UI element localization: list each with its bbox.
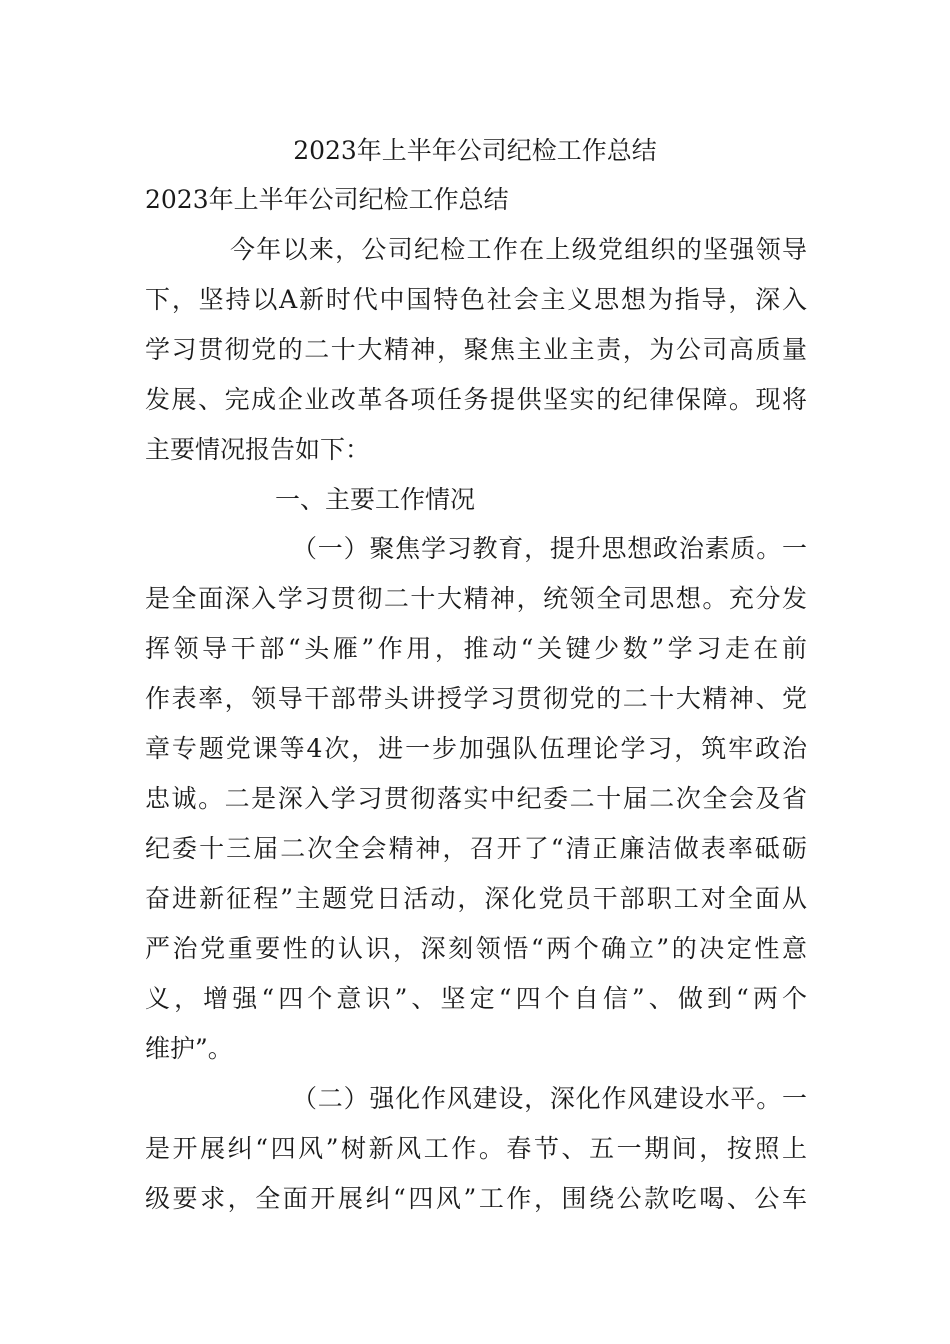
part1-line: 奋进新征程”主题党日活动，深化党员干部职工对全面从 <box>145 884 807 913</box>
section-heading: 一、主要工作情况 <box>275 485 476 514</box>
document-title: 2023年上半年公司纪检工作总结 <box>293 136 657 165</box>
part2-line: 是开展纠“四风”树新风工作。春节、五一期间，按照上 <box>145 1134 807 1163</box>
part2-line: （二）强化作风建设，深化作风建设水平。一 <box>292 1084 807 1113</box>
intro-line: 今年以来，公司纪检工作在上级党组织的坚强领导 <box>230 235 807 264</box>
part1-line: 章专题党课等4次，进一步加强队伍理论学习，筑牢政治 <box>145 734 807 763</box>
part1-line: 挥领导干部“头雁”作用，推动“关键少数”学习走在前 <box>145 634 807 663</box>
intro-line: 下，坚持以A新时代中国特色社会主义思想为指导，深入 <box>145 285 807 314</box>
intro-line: 发展、完成企业改革各项任务提供坚实的纪律保障。现将 <box>145 385 807 414</box>
part1-line: 忠诚。二是深入学习贯彻落实中纪委二十届二次全会及省 <box>145 784 807 813</box>
document-subtitle: 2023年上半年公司纪检工作总结 <box>145 185 509 214</box>
part1-line: 维护”。 <box>145 1034 233 1063</box>
part1-line: 严治党重要性的认识，深刻领悟“两个确立”的决定性意 <box>145 934 807 963</box>
part1-line: 是全面深入学习贯彻二十大精神，统领全司思想。充分发 <box>145 584 807 613</box>
part1-line: （一）聚焦学习教育，提升思想政治素质。一 <box>292 534 807 563</box>
part1-line: 作表率，领导干部带头讲授学习贯彻党的二十大精神、党 <box>145 684 807 713</box>
intro-line: 学习贯彻党的二十大精神，聚焦主业主责，为公司高质量 <box>145 335 807 364</box>
intro-line: 主要情况报告如下： <box>145 435 371 464</box>
part1-line: 义，增强“四个意识”、坚定“四个自信”、做到“两个 <box>145 984 807 1013</box>
part1-line: 纪委十三届二次全会精神，召开了“清正廉洁做表率砥砺 <box>145 834 807 863</box>
part2-line: 级要求，全面开展纠“四风”工作，围绕公款吃喝、公车 <box>145 1184 807 1213</box>
